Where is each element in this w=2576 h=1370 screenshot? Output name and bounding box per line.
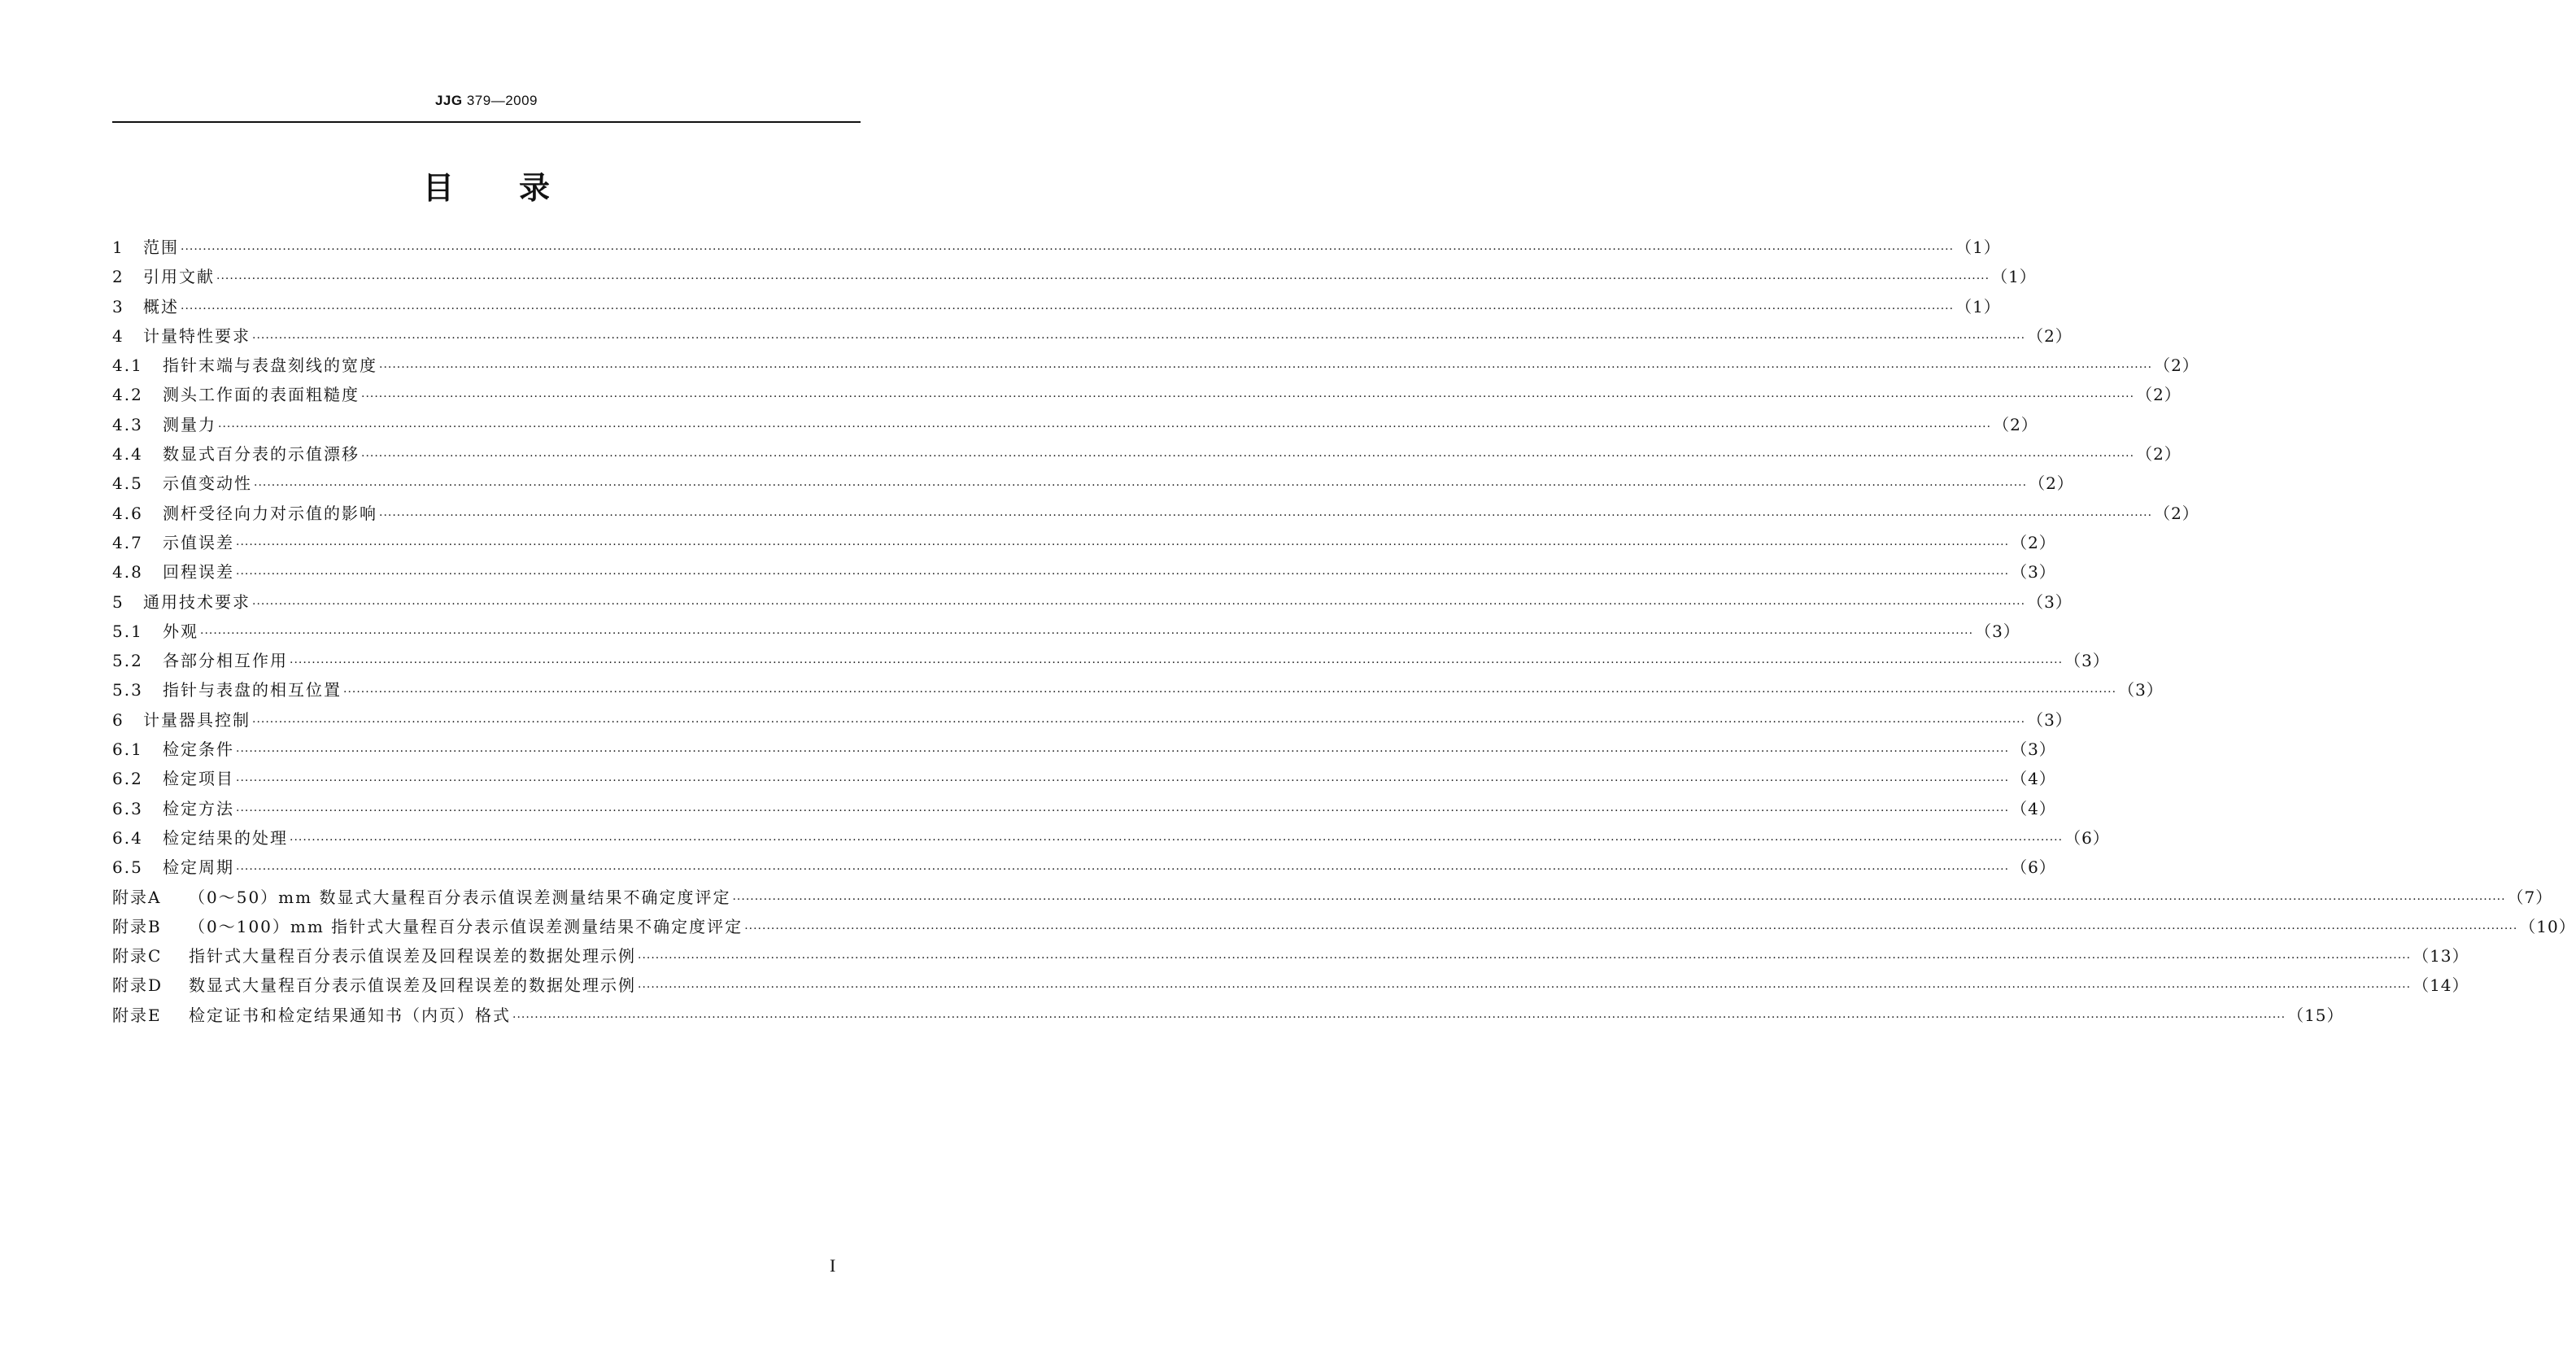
- toc-entry[interactable]: [112, 500, 2199, 530]
- toc-entry-page: （2）: [2154, 356, 2199, 376]
- table-of-contents: [112, 234, 2576, 1032]
- standard-code-prefix: JJG: [434, 93, 463, 108]
- toc-entry[interactable]: [112, 648, 2110, 677]
- toc-entry-number: 5.3: [112, 680, 143, 700]
- toc-entry-label: 测量力: [163, 414, 216, 434]
- toc-dot-leader: ················································································································································································································································································································································································································: [638, 981, 2412, 995]
- toc-entry-number: 6.4: [112, 827, 143, 848]
- toc-dot-leader: ················································································································································································································································································································································································································: [361, 390, 2135, 404]
- toc-dot-leader: ················································································································································································································································································································································································································: [379, 508, 2153, 522]
- toc-entry-label: 各部分相互作用: [163, 651, 288, 671]
- toc-entry-page: （7）: [2507, 887, 2553, 907]
- toc-entry[interactable]: [112, 441, 2182, 470]
- toc-dot-leader: ················································································································································································································································································································································································································: [512, 1010, 2286, 1024]
- toc-entry-number: 附录C: [112, 946, 163, 966]
- running-header: [112, 93, 861, 109]
- header-rule: [112, 121, 861, 123]
- toc-entry-label: 计量器具控制: [143, 709, 251, 730]
- toc-entry-page: （10）: [2519, 916, 2576, 936]
- toc-entry-number: 附录E: [112, 1005, 162, 1025]
- toc-entry[interactable]: [112, 914, 2576, 943]
- toc-entry[interactable]: [112, 294, 2001, 323]
- toc-dot-leader: ················································································································································································································································································································································································································: [379, 361, 2153, 375]
- toc-entry-label: 外观: [163, 621, 198, 641]
- toc-entry-number: 4.8: [112, 562, 143, 582]
- toc-entry-label: 检定条件: [163, 740, 234, 760]
- toc-entry-page: （6）: [2064, 827, 2110, 848]
- standard-code-number: 379—2009: [462, 93, 538, 108]
- toc-entry-number: 4.6: [112, 503, 143, 523]
- toc-entry[interactable]: [112, 796, 2056, 825]
- toc-entry-number: 5.2: [112, 651, 143, 671]
- toc-dot-leader: ················································································································································································································································································································································································································: [181, 243, 1955, 256]
- toc-entry[interactable]: [112, 707, 2073, 736]
- toc-entry-label: 指针末端与表盘刻线的宽度: [163, 356, 377, 376]
- toc-entry-number: 5: [112, 591, 124, 612]
- toc-entry-label: 指针式大量程百分表示值误差及回程误差的数据处理示例: [189, 946, 636, 966]
- toc-entry-page: （1）: [1955, 238, 2001, 257]
- toc-entry-number: 4.2: [112, 385, 143, 405]
- toc-entry[interactable]: [112, 589, 2073, 618]
- toc-entry-label: 范围: [143, 238, 179, 257]
- toc-entry-page: （1）: [1955, 296, 2001, 316]
- toc-entry-label: 指针与表盘的相互位置: [163, 680, 342, 700]
- toc-entry[interactable]: [112, 766, 2056, 795]
- toc-entry-page: （13）: [2413, 946, 2469, 966]
- toc-entry[interactable]: [112, 559, 2056, 588]
- toc-entry[interactable]: [112, 234, 2001, 264]
- toc-entry-page: （15）: [2287, 1005, 2344, 1025]
- toc-dot-leader: ················································································································································································································································································································································································································: [254, 479, 2028, 493]
- toc-entry[interactable]: [112, 470, 2074, 500]
- toc-entry-page: （14）: [2413, 975, 2469, 996]
- toc-entry-number: 6: [112, 709, 124, 730]
- toc-dot-leader: ················································································································································································································································································································································································································: [236, 745, 2010, 759]
- title-char-2: 录: [519, 170, 551, 206]
- toc-entry-page: （3）: [2118, 680, 2164, 700]
- toc-entry-label: 测头工作面的表面粗糙度: [163, 385, 360, 405]
- toc-entry-page: （4）: [2011, 798, 2056, 818]
- toc-entry-number: 4: [112, 325, 124, 346]
- toc-dot-leader: ················································································································································································································································································································································································································: [218, 420, 1992, 434]
- toc-entry-page: （4）: [2011, 769, 2056, 789]
- toc-entry-number: 附录D: [112, 975, 163, 996]
- toc-entry-number: 6.5: [112, 857, 143, 878]
- toc-entry-label: 检定周期: [163, 857, 234, 878]
- toc-entry[interactable]: [112, 264, 2037, 293]
- toc-entry-number: 6.1: [112, 740, 143, 760]
- toc-dot-leader: ················································································································································································································································································································································································································: [236, 568, 2010, 582]
- toc-dot-leader: ················································································································································································································································································································································································································: [236, 863, 2010, 877]
- toc-entry-number: 4.4: [112, 444, 143, 465]
- toc-entry-page: （2）: [2136, 385, 2182, 405]
- toc-dot-leader: ················································································································································································································································································································································································································: [181, 302, 1955, 316]
- toc-entry-number: 5.1: [112, 621, 143, 641]
- toc-dot-leader: ················································································································································································································································································································································································································: [638, 952, 2412, 966]
- toc-dot-leader: ················································································································································································································································································································································································································: [252, 597, 2026, 611]
- toc-entry[interactable]: [112, 382, 2182, 411]
- toc-dot-leader: ················································································································································································································································································································································································································: [343, 686, 2117, 700]
- toc-entry[interactable]: [112, 618, 2020, 648]
- toc-entry-label: （0～100）mm 指针式大量程百分表示值误差测量结果不确定度评定: [189, 916, 743, 936]
- title-char-1: 目: [422, 170, 454, 206]
- toc-entry-number: 附录A: [112, 887, 162, 907]
- toc-dot-leader: ················································································································································································································································································································································································································: [361, 450, 2135, 464]
- toc-entry-page: （6）: [2011, 857, 2056, 878]
- toc-entry[interactable]: [112, 854, 2056, 884]
- toc-entry-page: （2）: [2029, 473, 2074, 494]
- toc-entry-page: （2）: [2011, 532, 2056, 552]
- toc-entry-number: 4.7: [112, 532, 143, 552]
- toc-entry-number: 3: [112, 296, 124, 316]
- toc-entry[interactable]: [112, 1002, 2344, 1032]
- toc-entry-label: 示值误差: [163, 532, 234, 552]
- toc-entry-label: 计量特性要求: [143, 325, 251, 346]
- toc-entry-page: （1）: [1991, 267, 2037, 287]
- toc-entry[interactable]: [112, 412, 2038, 441]
- toc-entry-page: （3）: [2011, 562, 2056, 582]
- toc-entry[interactable]: [112, 352, 2199, 382]
- toc-entry-number: 1: [112, 238, 124, 257]
- toc-entry-label: 示值变动性: [163, 473, 252, 494]
- toc-entry-page: （3）: [1975, 621, 2020, 641]
- toc-entry-label: 概述: [143, 296, 179, 316]
- toc-entry[interactable]: [112, 943, 2469, 972]
- toc-entry-number: 6.3: [112, 798, 143, 818]
- toc-dot-leader: ················································································································································································································································································································································································································: [216, 273, 1990, 286]
- toc-entry-number: 2: [112, 267, 124, 287]
- toc-entry[interactable]: [112, 972, 2469, 1001]
- toc-entry[interactable]: [112, 825, 2110, 854]
- toc-entry[interactable]: [112, 736, 2056, 766]
- toc-dot-leader: ················································································································································································································································································································································································································: [744, 922, 2518, 936]
- page-number: I: [830, 1255, 836, 1276]
- toc-dot-leader: ················································································································································································································································································································································································································: [236, 774, 2010, 788]
- toc-entry-number: 6.2: [112, 769, 143, 789]
- toc-entry-number: 4.5: [112, 473, 143, 494]
- toc-entry[interactable]: [112, 530, 2056, 559]
- toc-dot-leader: ················································································································································································································································································································································································································: [236, 538, 2010, 552]
- toc-entry[interactable]: [112, 323, 2073, 352]
- toc-entry-page: （2）: [1993, 414, 2038, 434]
- page-title: [112, 163, 861, 207]
- toc-entry[interactable]: [112, 677, 2164, 706]
- toc-entry-page: （3）: [2011, 740, 2056, 760]
- toc-entry-number: 4.3: [112, 414, 143, 434]
- toc-entry-number: 附录B: [112, 916, 162, 936]
- toc-entry-page: （2）: [2027, 325, 2073, 346]
- toc-entry-label: 测杆受径向力对示值的影响: [163, 503, 377, 523]
- toc-dot-leader: ················································································································································································································································································································································································································: [236, 804, 2010, 818]
- toc-dot-leader: ················································································································································································································································································································································································································: [252, 331, 2026, 345]
- toc-entry-page: （3）: [2064, 651, 2110, 671]
- toc-entry-page: （2）: [2154, 503, 2199, 523]
- toc-dot-leader: ················································································································································································································································································································································································································: [200, 626, 1974, 640]
- toc-entry-page: （2）: [2136, 444, 2182, 465]
- toc-entry-page: （3）: [2027, 709, 2073, 730]
- toc-entry[interactable]: [112, 884, 2553, 914]
- toc-entry-label: 数显式百分表的示值漂移: [163, 444, 360, 465]
- toc-entry-label: 检定方法: [163, 798, 234, 818]
- toc-entry-label: 通用技术要求: [143, 591, 251, 612]
- toc-entry-number: 4.1: [112, 356, 143, 376]
- toc-entry-label: 回程误差: [163, 562, 234, 582]
- toc-dot-leader: ················································································································································································································································································································································································································: [290, 657, 2064, 670]
- toc-entry-label: 检定结果的处理: [163, 827, 288, 848]
- toc-entry-label: 数显式大量程百分表示值误差及回程误差的数据处理示例: [189, 975, 636, 996]
- toc-entry-page: （3）: [2027, 591, 2073, 612]
- toc-dot-leader: ················································································································································································································································································································································································································: [290, 833, 2064, 847]
- toc-entry-label: 检定证书和检定结果通知书（内页）格式: [189, 1005, 511, 1025]
- toc-entry-label: （0～50）mm 数显式大量程百分表示值误差测量结果不确定度评定: [189, 887, 731, 907]
- toc-dot-leader: ················································································································································································································································································································································································································: [252, 715, 2026, 729]
- toc-entry-label: 引用文献: [143, 267, 215, 287]
- toc-entry-label: 检定项目: [163, 769, 234, 789]
- toc-dot-leader: ················································································································································································································································································································································································································: [732, 892, 2506, 906]
